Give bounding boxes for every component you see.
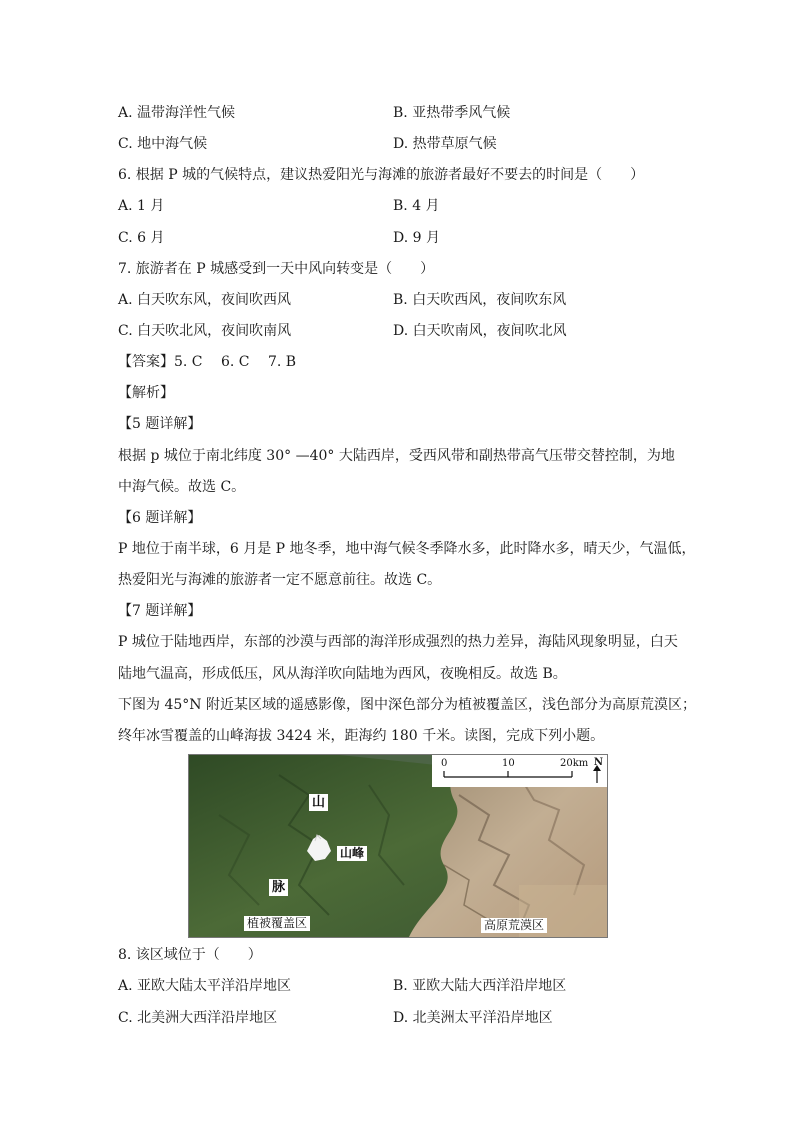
scale-zero: 0	[441, 758, 448, 769]
detail-6-line1: P 地位于南半球，6 月是 P 地冬季，地中海气候冬季降水多，此时降水多，晴天少，气温低，	[118, 541, 696, 557]
map-label-desert: 高原荒漠区	[481, 918, 547, 933]
scale-bar	[432, 755, 607, 787]
q8-option-b: B. 亚欧大陆大西洋沿岸地区	[393, 978, 567, 994]
scale-ten: 10	[502, 758, 515, 769]
q7-option-a: A. 白天吹东风，夜间吹西风	[118, 292, 292, 308]
map-label-shan: 山	[309, 794, 328, 811]
analysis-label: 【解析】	[118, 385, 174, 401]
q5-option-d: D. 热带草原气候	[393, 136, 497, 152]
q7-option-b: B. 白天吹西风，夜间吹东风	[393, 292, 567, 308]
intro-line2: 终年冰雪覆盖的山峰海拔 3424 米，距海约 180 千米。读图，完成下列小题。	[118, 728, 605, 744]
north-arrow-label: N	[593, 757, 603, 768]
detail-5-line1: 根据 p 城位于南北纬度 30° —40° 大陆西岸，受西风带和副热带高气压带交替控制，为地	[118, 448, 675, 464]
detail-5-line2: 中海气候。故选 C。	[118, 479, 246, 495]
map-label-peak: 山峰	[337, 846, 367, 861]
q7-option-d: D. 白天吹南风，夜间吹北风	[393, 323, 567, 339]
q6-option-c: C. 6 月	[118, 230, 165, 246]
q8-option-a: A. 亚欧大陆太平洋沿岸地区	[118, 978, 292, 994]
q5-option-b: B. 亚热带季风气候	[393, 105, 511, 121]
detail-6-line2: 热爱阳光与海滩的旅游者一定不愿意前往。故选 C。	[118, 572, 442, 588]
q6-stem: 6. 根据 P 城的气候特点，建议热爱阳光与海滩的旅游者最好不要去的时间是（ ）	[118, 167, 645, 183]
q8-stem: 8. 该区域位于（ ）	[118, 947, 262, 963]
detail-6-title: 【6 题详解】	[118, 510, 202, 526]
q7-option-c: C. 白天吹北风，夜间吹南风	[118, 323, 292, 339]
detail-7-line2: 陆地气温高，形成低压，风从海洋吹向陆地为西风，夜晚相反。故选 B。	[118, 666, 567, 682]
q8-option-c: C. 北美洲大西洋沿岸地区	[118, 1010, 278, 1026]
q8-option-d: D. 北美洲太平洋沿岸地区	[393, 1010, 553, 1026]
q7-stem: 7. 旅游者在 P 城感受到一天中风向转变是（ ）	[118, 261, 435, 277]
remote-sensing-image	[188, 754, 608, 938]
q6-option-d: D. 9 月	[393, 230, 440, 246]
detail-7-line1: P 城位于陆地西岸，东部的沙漠与西部的海洋形成强烈的热力差异，海陆风现象明显，白天	[118, 634, 678, 650]
map-label-vegetation: 植被覆盖区	[244, 916, 310, 931]
map-label-mai: 脉	[269, 879, 288, 896]
scale-twenty: 20km	[560, 758, 589, 769]
detail-5-title: 【5 题详解】	[118, 416, 202, 432]
answer-line: 【答案】5. C 6. C 7. B	[118, 354, 297, 370]
q5-option-c: C. 地中海气候	[118, 136, 208, 152]
intro-line1: 下图为 45°N 附近某区域的遥感影像，图中深色部分为植被覆盖区，浅色部分为高原荒漠区；	[118, 697, 696, 713]
detail-7-title: 【7 题详解】	[118, 603, 202, 619]
q6-option-b: B. 4 月	[393, 198, 440, 214]
q6-option-a: A. 1 月	[118, 198, 165, 214]
q5-option-a: A. 温带海洋性气候	[118, 105, 236, 121]
